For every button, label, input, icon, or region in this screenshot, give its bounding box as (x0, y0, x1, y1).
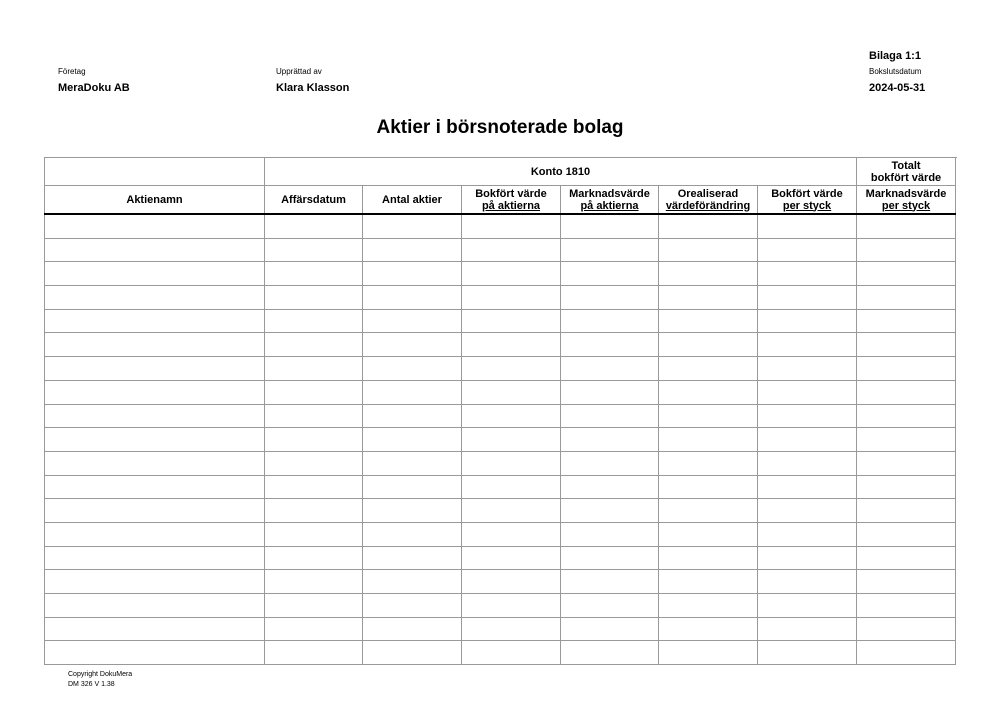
table-cell[interactable] (758, 451, 857, 475)
company-label: Företag (58, 67, 86, 76)
table-cell[interactable] (857, 546, 956, 570)
table-cell[interactable] (758, 286, 857, 310)
unrealized-line-2: värdeförändring (665, 199, 751, 212)
total-booked-header (857, 158, 956, 186)
table-cell[interactable] (758, 380, 857, 404)
booked-line-2: på aktierna (481, 199, 541, 212)
table-cell[interactable] (659, 617, 758, 641)
copyright-text: Copyright DokuMera (68, 671, 133, 678)
table-row (45, 286, 956, 310)
footer (68, 670, 132, 690)
table-cell[interactable] (857, 641, 956, 665)
table-cell[interactable] (659, 404, 758, 428)
table-row (45, 214, 956, 238)
table-cell[interactable] (265, 475, 363, 499)
closing-date: 2024-05-31 (869, 82, 926, 94)
col-header-share-count: Antal aktier (363, 186, 462, 215)
table-cell[interactable] (462, 641, 561, 665)
shares-table (44, 157, 956, 665)
table-cell[interactable] (758, 641, 857, 665)
table-cell[interactable] (857, 499, 956, 523)
table-cell[interactable] (265, 357, 363, 381)
table-cell[interactable] (363, 499, 462, 523)
prepared-by-label: Upprättad av (276, 67, 322, 76)
table-cell[interactable] (462, 238, 561, 262)
table-cell[interactable] (462, 214, 561, 238)
table-cell[interactable] (758, 357, 857, 381)
table-cell[interactable] (462, 333, 561, 357)
table-cell[interactable] (45, 214, 265, 238)
table-cell[interactable] (561, 404, 659, 428)
table-cell[interactable] (265, 594, 363, 618)
table-cell[interactable] (561, 309, 659, 333)
table-cell[interactable] (561, 641, 659, 665)
account-group-header: Konto 1810 (265, 158, 857, 186)
table-cell[interactable] (363, 451, 462, 475)
table-cell[interactable] (659, 357, 758, 381)
header-row-2 (45, 186, 956, 215)
page-title: Aktier i börsnoterade bolag (376, 117, 624, 138)
table-cell[interactable] (857, 522, 956, 546)
table-cell[interactable] (561, 238, 659, 262)
col-header-trade-date: Affärsdatum (265, 186, 363, 215)
table-cell[interactable] (462, 404, 561, 428)
table-cell[interactable] (45, 522, 265, 546)
table-cell[interactable] (561, 594, 659, 618)
header-blank-cell (45, 158, 265, 186)
table-body (45, 214, 956, 665)
table-cell[interactable] (857, 594, 956, 618)
table-cell[interactable] (857, 617, 956, 641)
table-cell[interactable] (265, 286, 363, 310)
table-cell[interactable] (561, 475, 659, 499)
col-header-unrealized-change (659, 186, 758, 215)
per-booked-line-2: per styck (782, 199, 832, 212)
col-header-booked-value (462, 186, 561, 215)
table-cell[interactable] (758, 262, 857, 286)
table-cell[interactable] (659, 594, 758, 618)
table-cell[interactable] (857, 286, 956, 310)
table-cell[interactable] (561, 357, 659, 381)
table-cell[interactable] (462, 475, 561, 499)
table-cell[interactable] (659, 570, 758, 594)
prepared-by-name: Klara Klasson (276, 82, 350, 94)
table-cell[interactable] (265, 380, 363, 404)
table-cell[interactable] (857, 238, 956, 262)
table-cell[interactable] (758, 522, 857, 546)
table-cell[interactable] (659, 333, 758, 357)
table-cell[interactable] (659, 522, 758, 546)
table-cell[interactable] (363, 286, 462, 310)
table-cell[interactable] (561, 286, 659, 310)
table-cell[interactable] (659, 428, 758, 452)
table-row (45, 617, 956, 641)
table-cell[interactable] (659, 238, 758, 262)
table-cell[interactable] (857, 262, 956, 286)
table-cell[interactable] (265, 522, 363, 546)
table-cell[interactable] (561, 499, 659, 523)
table-cell[interactable] (363, 570, 462, 594)
table-cell[interactable] (659, 451, 758, 475)
total-header-line-2: bokfört värde (870, 171, 942, 184)
table-cell[interactable] (45, 262, 265, 286)
table-cell[interactable] (758, 475, 857, 499)
table-cell[interactable] (561, 451, 659, 475)
table-cell[interactable] (857, 380, 956, 404)
table-cell[interactable] (857, 570, 956, 594)
col-header-booked-per-share (758, 186, 857, 215)
table-row (45, 238, 956, 262)
table-cell[interactable] (758, 214, 857, 238)
table-row (45, 451, 956, 475)
table-cell[interactable] (561, 214, 659, 238)
table-cell[interactable] (857, 451, 956, 475)
table-row (45, 309, 956, 333)
table-cell[interactable] (857, 428, 956, 452)
table-cell[interactable] (758, 499, 857, 523)
table-row (45, 546, 956, 570)
table-cell[interactable] (363, 546, 462, 570)
table-cell[interactable] (265, 428, 363, 452)
table-cell[interactable] (265, 309, 363, 333)
table-cell[interactable] (363, 522, 462, 546)
table-row (45, 380, 956, 404)
table-cell[interactable] (659, 214, 758, 238)
table-cell[interactable] (758, 570, 857, 594)
table-cell[interactable] (659, 475, 758, 499)
per-market-line-2: per styck (881, 199, 931, 212)
table-cell[interactable] (45, 594, 265, 618)
table-cell[interactable] (363, 475, 462, 499)
table-cell[interactable] (857, 309, 956, 333)
table-cell[interactable] (758, 428, 857, 452)
table-cell[interactable] (265, 333, 363, 357)
table-cell[interactable] (363, 404, 462, 428)
table-cell[interactable] (45, 570, 265, 594)
table-cell[interactable] (462, 594, 561, 618)
table-cell[interactable] (758, 617, 857, 641)
table-cell[interactable] (363, 641, 462, 665)
table-cell[interactable] (363, 380, 462, 404)
table-cell[interactable] (758, 309, 857, 333)
table-cell[interactable] (659, 309, 758, 333)
table-cell[interactable] (265, 262, 363, 286)
table-cell[interactable] (265, 214, 363, 238)
table-cell[interactable] (45, 617, 265, 641)
table-cell[interactable] (45, 380, 265, 404)
per-market-line-1: Marknadsvärde (865, 187, 947, 200)
booked-line-1: Bokfört värde (475, 187, 547, 200)
table-cell[interactable] (561, 333, 659, 357)
per-booked-line-1: Bokfört värde (771, 187, 843, 200)
table-row (45, 522, 956, 546)
table-cell[interactable] (363, 357, 462, 381)
col-header-share-name: Aktienamn (45, 186, 265, 215)
table-cell[interactable] (363, 309, 462, 333)
table-cell[interactable] (45, 641, 265, 665)
version-text: DM 326 V 1.38 (68, 681, 115, 688)
market-line-2: på aktierna (580, 199, 639, 212)
table-row (45, 499, 956, 523)
table-cell[interactable] (758, 333, 857, 357)
table-cell[interactable] (561, 380, 659, 404)
table-cell[interactable] (462, 617, 561, 641)
table-cell[interactable] (45, 309, 265, 333)
table-cell[interactable] (659, 262, 758, 286)
table-cell[interactable] (857, 404, 956, 428)
market-line-1: Marknadsvärde (569, 187, 650, 200)
table-cell[interactable] (659, 380, 758, 404)
table-cell[interactable] (561, 617, 659, 641)
table-cell[interactable] (363, 617, 462, 641)
table-cell[interactable] (758, 238, 857, 262)
table-cell[interactable] (45, 286, 265, 310)
table-cell[interactable] (462, 451, 561, 475)
table-row (45, 570, 956, 594)
table-cell[interactable] (857, 357, 956, 381)
table-cell[interactable] (265, 404, 363, 428)
table-cell[interactable] (462, 286, 561, 310)
table-cell[interactable] (758, 594, 857, 618)
attachment-number: Bilaga 1:1 (869, 50, 921, 62)
company-name: MeraDoku AB (58, 82, 130, 94)
table-row (45, 475, 956, 499)
table-cell[interactable] (363, 214, 462, 238)
col-header-market-value (561, 186, 659, 215)
table-cell[interactable] (659, 641, 758, 665)
table-cell[interactable] (265, 641, 363, 665)
table-cell[interactable] (265, 451, 363, 475)
total-header-line-1: Totalt (891, 159, 921, 172)
table-cell[interactable] (265, 238, 363, 262)
table-cell[interactable] (363, 428, 462, 452)
table-cell[interactable] (462, 309, 561, 333)
table-cell[interactable] (45, 333, 265, 357)
table-cell[interactable] (561, 428, 659, 452)
table-cell[interactable] (561, 546, 659, 570)
table-cell[interactable] (45, 404, 265, 428)
table-cell[interactable] (857, 333, 956, 357)
table-cell[interactable] (265, 499, 363, 523)
table-cell[interactable] (659, 546, 758, 570)
table-row (45, 641, 956, 665)
table-row (45, 357, 956, 381)
table-row (45, 594, 956, 618)
table-cell[interactable] (561, 570, 659, 594)
table-cell[interactable] (462, 546, 561, 570)
table-cell[interactable] (561, 522, 659, 546)
header-row-1 (45, 158, 956, 186)
table-cell[interactable] (462, 499, 561, 523)
table-row (45, 333, 956, 357)
table-row (45, 262, 956, 286)
table-cell[interactable] (561, 262, 659, 286)
table-cell[interactable] (659, 499, 758, 523)
table-cell[interactable] (265, 546, 363, 570)
table-cell[interactable] (45, 475, 265, 499)
table-cell[interactable] (45, 357, 265, 381)
table-cell[interactable] (462, 570, 561, 594)
table-cell[interactable] (265, 617, 363, 641)
table-cell[interactable] (462, 357, 561, 381)
table-cell[interactable] (45, 546, 265, 570)
table-cell[interactable] (462, 262, 561, 286)
table-cell[interactable] (363, 238, 462, 262)
table-cell[interactable] (857, 214, 956, 238)
closing-date-label: Bokslutsdatum (869, 67, 922, 76)
unrealized-line-1: Orealiserad (677, 187, 739, 200)
table-cell[interactable] (45, 451, 265, 475)
table-cell[interactable] (462, 522, 561, 546)
table-row (45, 428, 956, 452)
table-row (45, 404, 956, 428)
table-cell[interactable] (45, 238, 265, 262)
table-cell[interactable] (462, 428, 561, 452)
table-cell[interactable] (758, 404, 857, 428)
table-cell[interactable] (462, 380, 561, 404)
table-cell[interactable] (45, 499, 265, 523)
table-cell[interactable] (363, 594, 462, 618)
table-cell[interactable] (659, 286, 758, 310)
table-cell[interactable] (363, 262, 462, 286)
table-cell[interactable] (363, 333, 462, 357)
table-cell[interactable] (45, 428, 265, 452)
table-cell[interactable] (265, 570, 363, 594)
table-cell[interactable] (758, 546, 857, 570)
table-cell[interactable] (857, 475, 956, 499)
col-header-market-per-share (857, 186, 956, 215)
